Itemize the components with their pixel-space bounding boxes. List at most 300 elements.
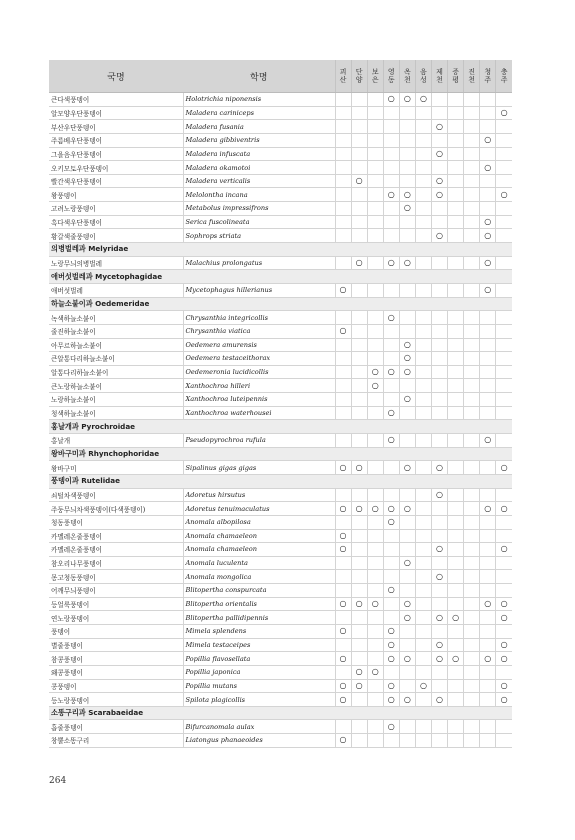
empty-cell — [448, 434, 464, 448]
empty-cell — [399, 406, 415, 420]
empty-cell — [431, 624, 447, 638]
scientific-name: Popillia japonica — [183, 665, 335, 679]
empty-cell — [351, 365, 367, 379]
empty-cell — [480, 120, 496, 134]
empty-cell — [335, 202, 351, 216]
empty-cell — [367, 584, 383, 598]
scientific-name: Sophrops striata — [183, 229, 335, 243]
empty-cell — [496, 488, 512, 502]
scientific-name: Pseudopyrochroa rufula — [183, 434, 335, 448]
korean-name: 창뿔소똥구리 — [49, 734, 183, 748]
empty-cell — [399, 147, 415, 161]
empty-cell — [496, 120, 512, 134]
presence-mark: ○ — [335, 679, 351, 693]
presence-mark: ○ — [383, 638, 399, 652]
empty-cell — [415, 515, 431, 529]
empty-cell — [399, 174, 415, 188]
empty-cell — [480, 147, 496, 161]
empty-cell — [399, 665, 415, 679]
empty-cell — [335, 174, 351, 188]
scientific-name: Spilota plagicollis — [183, 693, 335, 707]
empty-cell — [383, 106, 399, 120]
empty-cell — [464, 229, 480, 243]
korean-name: 알모양우단풍뎅이 — [49, 106, 183, 120]
empty-cell — [415, 161, 431, 175]
korean-name: 카멜레온줄풍뎅이 — [49, 543, 183, 557]
table-body — [49, 93, 512, 748]
presence-mark: ○ — [399, 93, 415, 107]
empty-cell — [431, 338, 447, 352]
empty-cell — [464, 543, 480, 557]
empty-cell — [448, 665, 464, 679]
scientific-name: Anomala mongolica — [183, 570, 335, 584]
empty-cell — [480, 734, 496, 748]
table-row — [49, 188, 512, 202]
empty-cell — [431, 584, 447, 598]
presence-mark: ○ — [383, 93, 399, 107]
empty-cell — [351, 229, 367, 243]
empty-cell — [415, 584, 431, 598]
scientific-name: Maladera okamotoi — [183, 161, 335, 175]
presence-mark: ○ — [496, 597, 512, 611]
empty-cell — [383, 570, 399, 584]
presence-mark: ○ — [383, 188, 399, 202]
table-row — [49, 679, 512, 693]
empty-cell — [448, 338, 464, 352]
empty-cell — [496, 624, 512, 638]
empty-cell — [480, 638, 496, 652]
empty-cell — [415, 174, 431, 188]
presence-mark: ○ — [399, 365, 415, 379]
scientific-name: Melolontha incana — [183, 188, 335, 202]
empty-cell — [496, 215, 512, 229]
presence-mark: ○ — [496, 502, 512, 516]
empty-cell — [335, 256, 351, 270]
presence-mark: ○ — [431, 229, 447, 243]
empty-cell — [415, 488, 431, 502]
korean-name: 연노랑풍뎅이 — [49, 611, 183, 625]
empty-cell — [415, 256, 431, 270]
empty-cell — [464, 133, 480, 147]
presence-mark: ○ — [399, 188, 415, 202]
empty-cell — [496, 229, 512, 243]
species-distribution-table — [49, 60, 512, 748]
empty-cell — [464, 556, 480, 570]
empty-cell — [496, 147, 512, 161]
empty-cell — [431, 352, 447, 366]
presence-mark: ○ — [431, 461, 447, 475]
empty-cell — [464, 638, 480, 652]
empty-cell — [480, 570, 496, 584]
empty-cell — [496, 174, 512, 188]
presence-mark: ○ — [431, 188, 447, 202]
page-number: 264 — [49, 776, 67, 786]
empty-cell — [351, 324, 367, 338]
empty-cell — [367, 652, 383, 666]
presence-mark: ○ — [351, 502, 367, 516]
presence-mark: ○ — [399, 352, 415, 366]
empty-cell — [464, 338, 480, 352]
empty-cell — [480, 406, 496, 420]
presence-mark: ○ — [448, 652, 464, 666]
empty-cell — [351, 393, 367, 407]
korean-name: 왜콩풍뎅이 — [49, 665, 183, 679]
empty-cell — [415, 665, 431, 679]
korean-name: 왕바구미 — [49, 461, 183, 475]
empty-cell — [415, 461, 431, 475]
empty-cell — [383, 379, 399, 393]
empty-cell — [335, 434, 351, 448]
empty-cell — [496, 393, 512, 407]
empty-cell — [448, 406, 464, 420]
table-row — [49, 720, 512, 734]
empty-cell — [431, 556, 447, 570]
empty-cell — [496, 556, 512, 570]
empty-cell — [496, 515, 512, 529]
empty-cell — [464, 120, 480, 134]
empty-cell — [448, 720, 464, 734]
empty-cell — [464, 624, 480, 638]
presence-mark: ○ — [383, 720, 399, 734]
empty-cell — [399, 434, 415, 448]
header-region: 옥 천 — [399, 60, 415, 93]
table-row — [49, 215, 512, 229]
empty-cell — [496, 406, 512, 420]
empty-cell — [351, 570, 367, 584]
family-name: 애버섯벌레과 Mycetophagidae — [49, 270, 512, 284]
presence-mark: ○ — [431, 120, 447, 134]
presence-mark: ○ — [351, 597, 367, 611]
empty-cell — [383, 161, 399, 175]
empty-cell — [415, 188, 431, 202]
empty-cell — [464, 324, 480, 338]
korean-name: 큰알통다리하늘소붙이 — [49, 352, 183, 366]
presence-mark: ○ — [399, 556, 415, 570]
empty-cell — [480, 461, 496, 475]
korean-name: 흡줄풍뎅이 — [49, 720, 183, 734]
empty-cell — [480, 693, 496, 707]
scientific-name: Holotrichia niponensis — [183, 93, 335, 107]
presence-mark: ○ — [383, 256, 399, 270]
empty-cell — [335, 120, 351, 134]
empty-cell — [464, 202, 480, 216]
empty-cell — [431, 202, 447, 216]
empty-cell — [399, 515, 415, 529]
empty-cell — [367, 624, 383, 638]
table-row — [49, 93, 512, 107]
empty-cell — [335, 638, 351, 652]
empty-cell — [415, 365, 431, 379]
empty-cell — [367, 543, 383, 557]
empty-cell — [415, 352, 431, 366]
presence-mark: ○ — [399, 597, 415, 611]
korean-name: 그을음우단풍뎅이 — [49, 147, 183, 161]
empty-cell — [431, 133, 447, 147]
korean-name: 청동풍뎅이 — [49, 515, 183, 529]
korean-name: 줄진하늘소붙이 — [49, 324, 183, 338]
empty-cell — [480, 338, 496, 352]
presence-mark: ○ — [335, 543, 351, 557]
empty-cell — [415, 543, 431, 557]
empty-cell — [399, 734, 415, 748]
korean-name: 오키모토우단풍뎅이 — [49, 161, 183, 175]
empty-cell — [448, 256, 464, 270]
presence-mark: ○ — [496, 679, 512, 693]
table-row — [49, 229, 512, 243]
empty-cell — [415, 120, 431, 134]
presence-mark: ○ — [399, 393, 415, 407]
family-name: 소똥구리과 Scarabaeidae — [49, 706, 512, 720]
presence-mark: ○ — [399, 338, 415, 352]
empty-cell — [431, 720, 447, 734]
table-row — [49, 174, 512, 188]
empty-cell — [448, 283, 464, 297]
empty-cell — [335, 311, 351, 325]
empty-cell — [367, 161, 383, 175]
presence-mark: ○ — [431, 570, 447, 584]
table-row — [49, 256, 512, 270]
scientific-name: Adoretus hirsutus — [183, 488, 335, 502]
empty-cell — [367, 693, 383, 707]
empty-cell — [464, 365, 480, 379]
presence-mark: ○ — [399, 502, 415, 516]
empty-cell — [383, 543, 399, 557]
empty-cell — [448, 461, 464, 475]
presence-mark: ○ — [399, 202, 415, 216]
empty-cell — [335, 106, 351, 120]
empty-cell — [351, 311, 367, 325]
empty-cell — [480, 352, 496, 366]
korean-name: 큰다색풍뎅이 — [49, 93, 183, 107]
empty-cell — [351, 215, 367, 229]
empty-cell — [351, 352, 367, 366]
empty-cell — [367, 229, 383, 243]
empty-cell — [480, 324, 496, 338]
empty-cell — [464, 570, 480, 584]
empty-cell — [383, 338, 399, 352]
empty-cell — [399, 229, 415, 243]
empty-cell — [367, 93, 383, 107]
empty-cell — [480, 529, 496, 543]
empty-cell — [431, 324, 447, 338]
empty-cell — [464, 734, 480, 748]
presence-mark: ○ — [480, 652, 496, 666]
presence-mark: ○ — [335, 529, 351, 543]
empty-cell — [464, 106, 480, 120]
empty-cell — [448, 188, 464, 202]
empty-cell — [448, 161, 464, 175]
empty-cell — [367, 215, 383, 229]
presence-mark: ○ — [351, 174, 367, 188]
presence-mark: ○ — [367, 365, 383, 379]
empty-cell — [448, 488, 464, 502]
empty-cell — [480, 488, 496, 502]
table-row — [49, 283, 512, 297]
empty-cell — [448, 215, 464, 229]
empty-cell — [399, 283, 415, 297]
empty-cell — [399, 720, 415, 734]
empty-cell — [367, 133, 383, 147]
scientific-name: Metabolus impressifrons — [183, 202, 335, 216]
empty-cell — [464, 215, 480, 229]
scientific-name: Anomala luculenta — [183, 556, 335, 570]
family-name: 풍뎅이과 Rutelidae — [49, 474, 512, 488]
empty-cell — [351, 611, 367, 625]
empty-cell — [399, 624, 415, 638]
presence-mark: ○ — [480, 502, 496, 516]
presence-mark: ○ — [383, 406, 399, 420]
empty-cell — [335, 611, 351, 625]
empty-cell — [335, 188, 351, 202]
empty-cell — [351, 147, 367, 161]
korean-name: 황갈색줄풍뎅이 — [49, 229, 183, 243]
empty-cell — [335, 570, 351, 584]
presence-mark: ○ — [415, 93, 431, 107]
presence-mark: ○ — [383, 652, 399, 666]
empty-cell — [464, 379, 480, 393]
empty-cell — [448, 543, 464, 557]
scientific-name: Chrysanthia integricollis — [183, 311, 335, 325]
korean-name: 등노랑풍뎅이 — [49, 693, 183, 707]
table-row — [49, 570, 512, 584]
korean-name: 알통다리하늘소붙이 — [49, 365, 183, 379]
scientific-name: Serica fuscolineata — [183, 215, 335, 229]
empty-cell — [367, 283, 383, 297]
presence-mark: ○ — [431, 543, 447, 557]
empty-cell — [367, 570, 383, 584]
empty-cell — [496, 720, 512, 734]
empty-cell — [448, 502, 464, 516]
family-row — [49, 297, 512, 311]
empty-cell — [399, 584, 415, 598]
empty-cell — [431, 93, 447, 107]
korean-name: 카멜레온줄풍뎅이 — [49, 529, 183, 543]
empty-cell — [367, 720, 383, 734]
empty-cell — [480, 202, 496, 216]
empty-cell — [448, 133, 464, 147]
empty-cell — [464, 597, 480, 611]
empty-cell — [415, 734, 431, 748]
empty-cell — [351, 161, 367, 175]
empty-cell — [464, 283, 480, 297]
empty-cell — [431, 161, 447, 175]
empty-cell — [464, 529, 480, 543]
presence-mark: ○ — [383, 365, 399, 379]
presence-mark: ○ — [399, 652, 415, 666]
presence-mark: ○ — [383, 515, 399, 529]
presence-mark: ○ — [399, 461, 415, 475]
empty-cell — [383, 611, 399, 625]
empty-cell — [367, 515, 383, 529]
empty-cell — [351, 584, 367, 598]
korean-name: 쇠털차색풍뎅이 — [49, 488, 183, 502]
family-row — [49, 447, 512, 461]
empty-cell — [399, 570, 415, 584]
korean-name: 주름베우단풍뎅이 — [49, 133, 183, 147]
presence-mark: ○ — [335, 461, 351, 475]
empty-cell — [383, 324, 399, 338]
scientific-name: Anomala albopilosa — [183, 515, 335, 529]
presence-mark: ○ — [367, 665, 383, 679]
scientific-name: Malachius prolongatus — [183, 256, 335, 270]
table-row — [49, 529, 512, 543]
empty-cell — [415, 611, 431, 625]
table-row — [49, 693, 512, 707]
presence-mark: ○ — [431, 488, 447, 502]
presence-mark: ○ — [480, 229, 496, 243]
presence-mark: ○ — [415, 679, 431, 693]
presence-mark: ○ — [367, 597, 383, 611]
empty-cell — [431, 406, 447, 420]
empty-cell — [431, 283, 447, 297]
presence-mark: ○ — [480, 283, 496, 297]
presence-mark: ○ — [448, 611, 464, 625]
empty-cell — [335, 556, 351, 570]
empty-cell — [351, 202, 367, 216]
empty-cell — [415, 693, 431, 707]
empty-cell — [464, 188, 480, 202]
empty-cell — [496, 365, 512, 379]
table-row — [49, 597, 512, 611]
empty-cell — [415, 529, 431, 543]
empty-cell — [399, 215, 415, 229]
empty-cell — [448, 624, 464, 638]
presence-mark: ○ — [351, 461, 367, 475]
presence-mark: ○ — [496, 461, 512, 475]
family-name: 의병벌레과 Melyridae — [49, 243, 512, 257]
empty-cell — [415, 311, 431, 325]
empty-cell — [399, 379, 415, 393]
empty-cell — [415, 283, 431, 297]
empty-cell — [480, 624, 496, 638]
korean-name: 풍뎅이 — [49, 624, 183, 638]
empty-cell — [496, 202, 512, 216]
empty-cell — [464, 147, 480, 161]
empty-cell — [415, 570, 431, 584]
table-row — [49, 488, 512, 502]
empty-cell — [464, 488, 480, 502]
korean-name: 콩풍뎅이 — [49, 679, 183, 693]
table-row — [49, 584, 512, 598]
empty-cell — [367, 611, 383, 625]
header-region: 진 천 — [464, 60, 480, 93]
empty-cell — [367, 338, 383, 352]
empty-cell — [367, 461, 383, 475]
header-region: 음 성 — [415, 60, 431, 93]
empty-cell — [399, 133, 415, 147]
scientific-name: Adoretus tenuimaculatus — [183, 502, 335, 516]
empty-cell — [351, 93, 367, 107]
empty-cell — [431, 393, 447, 407]
empty-cell — [464, 584, 480, 598]
empty-cell — [415, 215, 431, 229]
empty-cell — [367, 556, 383, 570]
empty-cell — [367, 256, 383, 270]
empty-cell — [415, 147, 431, 161]
presence-mark: ○ — [480, 133, 496, 147]
empty-cell — [496, 352, 512, 366]
empty-cell — [496, 256, 512, 270]
empty-cell — [415, 338, 431, 352]
presence-mark: ○ — [335, 693, 351, 707]
table-row — [49, 665, 512, 679]
empty-cell — [383, 202, 399, 216]
empty-cell — [367, 406, 383, 420]
scientific-name: Liatongus phanaeoides — [183, 734, 335, 748]
empty-cell — [351, 556, 367, 570]
empty-cell — [351, 283, 367, 297]
scientific-name: Maladera infuscata — [183, 147, 335, 161]
